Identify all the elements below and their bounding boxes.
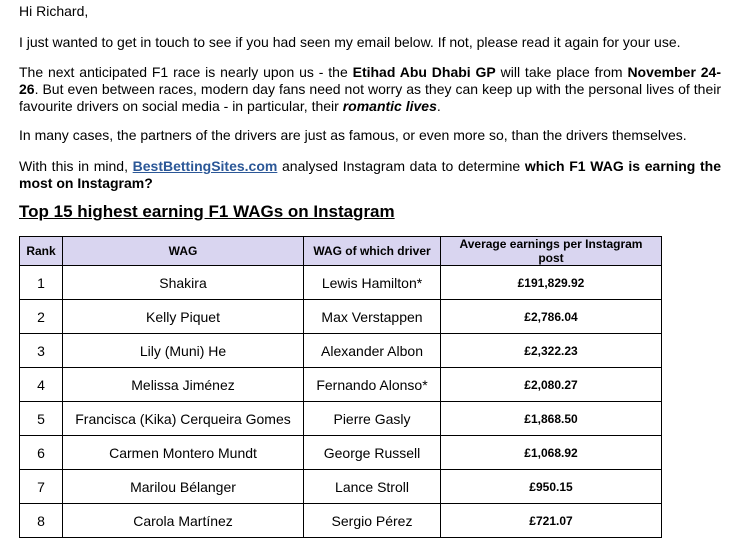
cell-wag: Shakira xyxy=(63,266,304,300)
romantic-lives-emphasis: romantic lives xyxy=(342,98,437,114)
header-rank: Rank xyxy=(20,237,63,266)
cell-driver: George Russell xyxy=(304,436,441,470)
table-row xyxy=(20,470,662,504)
cell-rank: 7 xyxy=(20,470,63,504)
analysis-text-a: With this in mind, xyxy=(19,158,133,174)
cell-avg-earnings: £2,080.27 xyxy=(441,368,662,402)
cell-wag: Kelly Piquet xyxy=(63,300,304,334)
table-row xyxy=(20,368,662,402)
table-row xyxy=(20,436,662,470)
analysis-question: which F1 WAG is earning the most on Instagram? xyxy=(19,158,721,191)
cell-wag: Francisca (Kika) Cerqueira Gomes xyxy=(63,402,304,436)
table-header-row xyxy=(20,237,662,266)
cell-avg-earnings: £950.15 xyxy=(441,470,662,504)
cell-driver: Fernando Alonso* xyxy=(304,368,441,402)
analysis-text-b: analysed Instagram data to determine xyxy=(277,158,525,174)
earnings-table xyxy=(19,236,662,538)
cell-wag: Carmen Montero Mundt xyxy=(63,436,304,470)
analysis-paragraph xyxy=(19,158,721,192)
cell-driver: Alexander Albon xyxy=(304,334,441,368)
race-text-c: will take place from xyxy=(495,64,628,80)
race-paragraph xyxy=(19,64,721,115)
cell-avg-earnings: £2,322.23 xyxy=(441,334,662,368)
race-text-a: The next anticipated F1 race is nearly upon us - the xyxy=(19,64,353,80)
race-dates: November 24-26 xyxy=(19,64,721,97)
table-row xyxy=(20,300,662,334)
cell-rank: 8 xyxy=(20,504,63,538)
cell-driver: Pierre Gasly xyxy=(304,402,441,436)
bestbettingsites-link[interactable]: BestBettingSites.com xyxy=(132,158,278,174)
table-row xyxy=(20,266,662,300)
header-avg-earnings: Average earnings per Instagram post xyxy=(441,237,662,266)
race-name: Etihad Abu Dhabi GP xyxy=(352,64,496,80)
cell-avg-earnings: £1,868.50 xyxy=(441,402,662,436)
header-driver: WAG of which driver xyxy=(304,237,441,266)
cell-wag: Melissa Jiménez xyxy=(63,368,304,402)
cell-wag: Marilou Bélanger xyxy=(63,470,304,504)
race-text-g: . xyxy=(436,98,441,114)
cell-avg-earnings: £721.07 xyxy=(441,504,662,538)
greeting: Hi Richard, xyxy=(19,3,89,19)
cell-avg-earnings: £2,786.04 xyxy=(441,300,662,334)
cell-avg-earnings: £191,829.92 xyxy=(441,266,662,300)
table-row xyxy=(20,402,662,436)
table-row xyxy=(20,504,662,538)
cell-rank: 2 xyxy=(20,300,63,334)
cell-wag: Carola Martínez xyxy=(63,504,304,538)
cell-rank: 1 xyxy=(20,266,63,300)
cell-rank: 6 xyxy=(20,436,63,470)
header-wag: WAG xyxy=(63,237,304,266)
cell-rank: 3 xyxy=(20,334,63,368)
intro-paragraph: I just wanted to get in touch to see if you had seen my email below. If not, please read it again for your use. xyxy=(19,34,681,50)
cell-rank: 4 xyxy=(20,368,63,402)
cell-driver: Lewis Hamilton* xyxy=(304,266,441,300)
table-row xyxy=(20,334,662,368)
cell-driver: Max Verstappen xyxy=(304,300,441,334)
cell-rank: 5 xyxy=(20,402,63,436)
table-heading: Top 15 highest earning F1 WAGs on Instagram xyxy=(19,202,395,221)
cell-driver: Lance Stroll xyxy=(304,470,441,504)
cell-avg-earnings: £1,068.92 xyxy=(441,436,662,470)
partners-paragraph: In many cases, the partners of the drivers are just as famous, or even more so, than the drivers themselves. xyxy=(19,127,687,143)
cell-driver: Sergio Pérez xyxy=(304,504,441,538)
race-text-e: . But even between races, modern day fans need not worry as they can keep up with the personal lives of their favourite drivers on social media - in particular, their xyxy=(19,81,721,114)
cell-wag: Lily (Muni) He xyxy=(63,334,304,368)
